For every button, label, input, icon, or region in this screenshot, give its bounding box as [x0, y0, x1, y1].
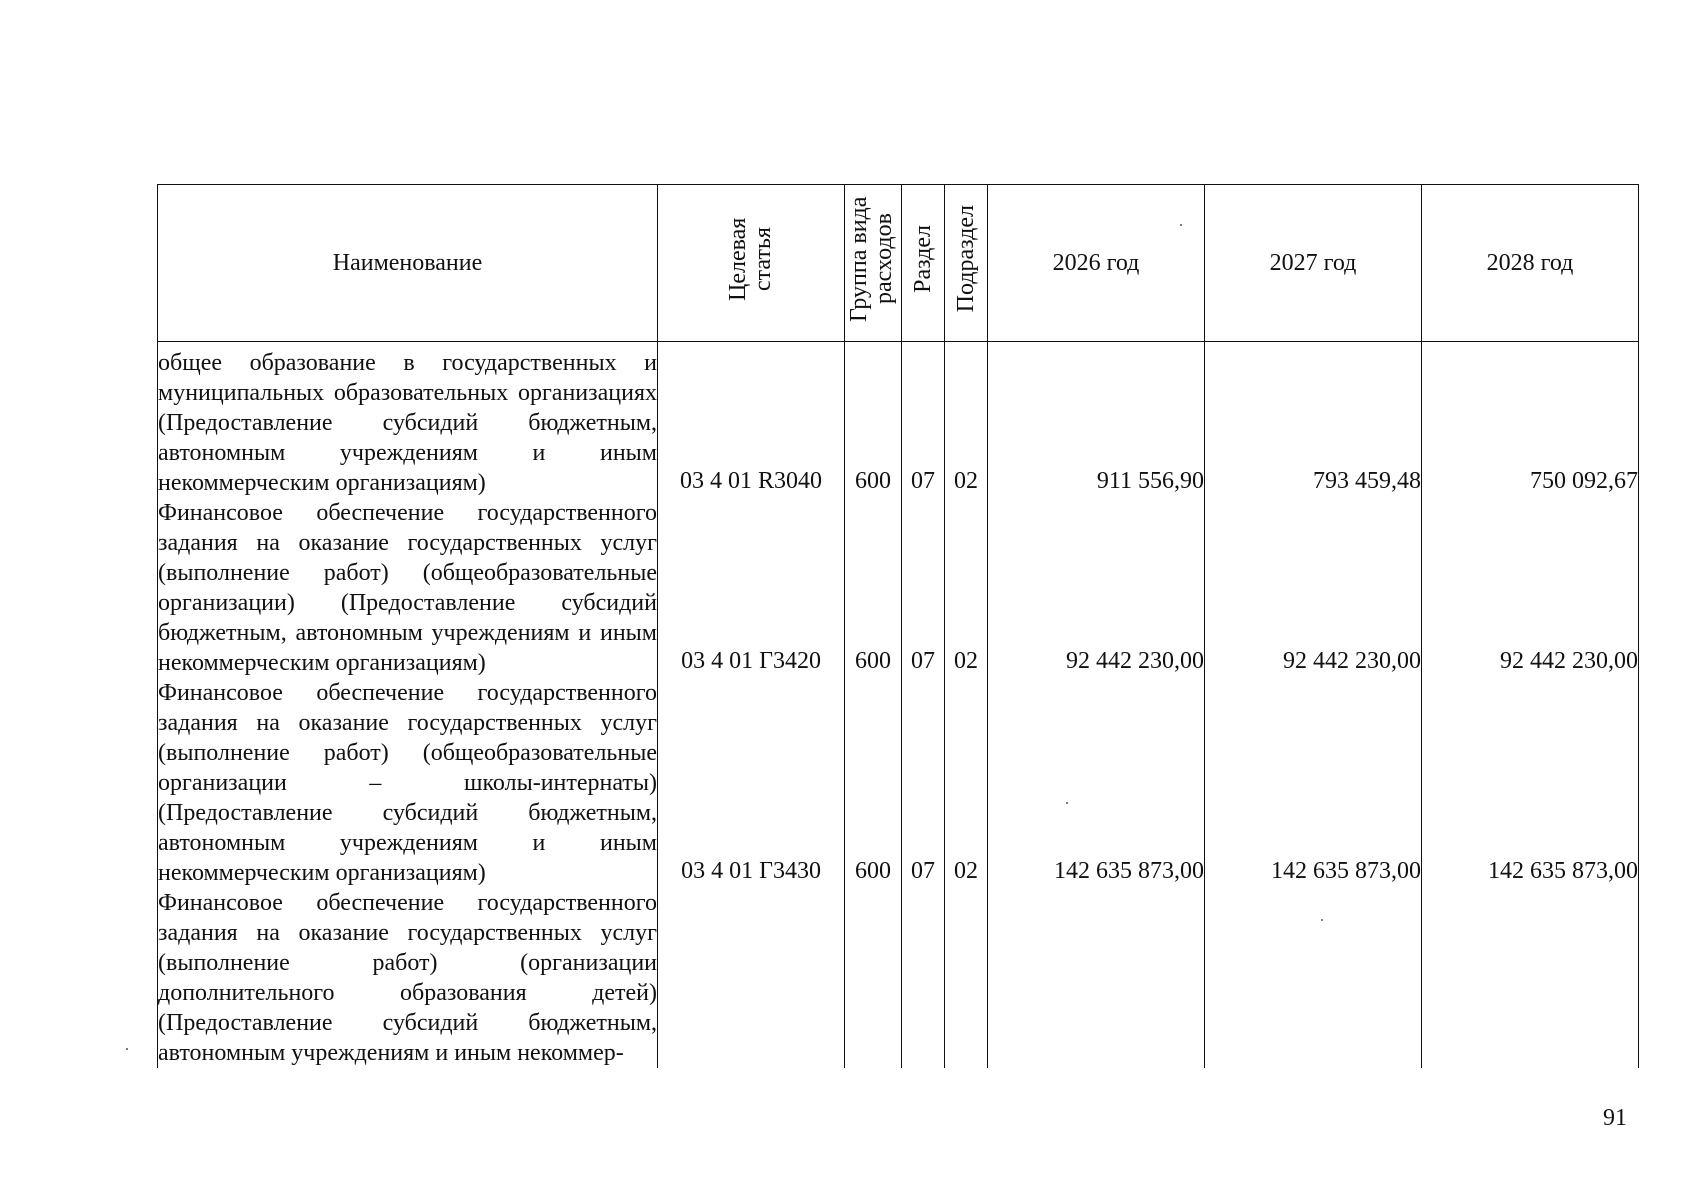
- row-amount-2027: 793 459,48: [1205, 342, 1422, 499]
- row-subsection: 02: [945, 678, 988, 888]
- row-expense-group: [845, 888, 902, 1068]
- header-year-2026: 2026 год: [988, 185, 1205, 342]
- row-target-article: 03 4 01 R3040: [658, 342, 845, 499]
- row-target-article: [658, 888, 845, 1068]
- row-subsection: 02: [945, 342, 988, 499]
- header-target-article: Целевая статья: [658, 185, 845, 342]
- table-row: [158, 888, 1639, 1068]
- table-row: [158, 678, 1639, 888]
- scan-speck: [126, 1048, 128, 1050]
- row-amount-2026: 142 635 873,00: [988, 678, 1205, 888]
- row-name: общее образование в государственных и муниципальных образовательных организациях (Предоставление субсидий бюджетным, автономным учреждениям и иным некоммерческим организациям): [158, 342, 658, 499]
- row-amount-2026: [988, 888, 1205, 1068]
- row-section: 07: [902, 342, 945, 499]
- row-expense-group: 600: [845, 498, 902, 678]
- header-name: Наименование: [158, 185, 658, 342]
- row-subsection: 02: [945, 498, 988, 678]
- header-year-2027: 2027 год: [1205, 185, 1422, 342]
- row-name: Финансовое обеспечение государственного задания на оказание государственных услуг (выполнение работ) (общеобразовательные организации – школы-интернаты) (Предоставление субсидий бюджетным, автономным учреждениям и иным некоммерческим организациям): [158, 680, 657, 886]
- table-row: [158, 498, 1639, 678]
- row-amount-2026: 911 556,90: [988, 342, 1205, 499]
- row-amount-2027: 142 635 873,00: [1205, 678, 1422, 888]
- header-subsection: Подраздел: [945, 185, 988, 342]
- budget-table: [157, 184, 1639, 1068]
- table-header-row: [158, 185, 1639, 342]
- row-target-article: 03 4 01 Г3420: [658, 498, 845, 678]
- row-amount-2027: 92 442 230,00: [1205, 498, 1422, 678]
- scan-speck: [1321, 919, 1323, 921]
- table-row: [158, 342, 1639, 499]
- row-amount-2027: [1205, 888, 1422, 1068]
- scan-speck: [1180, 224, 1182, 226]
- row-amount-2028: 142 635 873,00: [1422, 678, 1639, 888]
- row-expense-group: 600: [845, 342, 902, 499]
- scan-speck: [1066, 802, 1068, 804]
- row-section: 07: [902, 678, 945, 888]
- header-expense-group: Группа вида расходов: [845, 185, 902, 342]
- row-name: Финансовое обеспечение государственного задания на оказание государственных услуг (выполнение работ) (общеобразовательные организации) (Предоставление субсидий бюджетным, автономным учреждениям и иным некоммерческим организациям): [158, 500, 657, 676]
- row-expense-group: 600: [845, 678, 902, 888]
- row-name: Финансовое обеспечение государственного задания на оказание государственных услуг (выполнение работ) (организации дополнительного образования детей) (Предоставление субсидий бюджетным, автономным учреждениям и иным некоммер-: [158, 890, 657, 1066]
- row-section: 07: [902, 498, 945, 678]
- row-amount-2028: 92 442 230,00: [1422, 498, 1639, 678]
- row-section: [902, 888, 945, 1068]
- row-subsection: [945, 888, 988, 1068]
- header-year-2028: 2028 год: [1422, 185, 1639, 342]
- page-number: 91: [1603, 1105, 1627, 1131]
- row-target-article: 03 4 01 Г3430: [658, 678, 845, 888]
- row-amount-2028: [1422, 888, 1639, 1068]
- header-section: Раздел: [902, 185, 945, 342]
- row-amount-2028: 750 092,67: [1422, 342, 1639, 499]
- row-amount-2026: 92 442 230,00: [988, 498, 1205, 678]
